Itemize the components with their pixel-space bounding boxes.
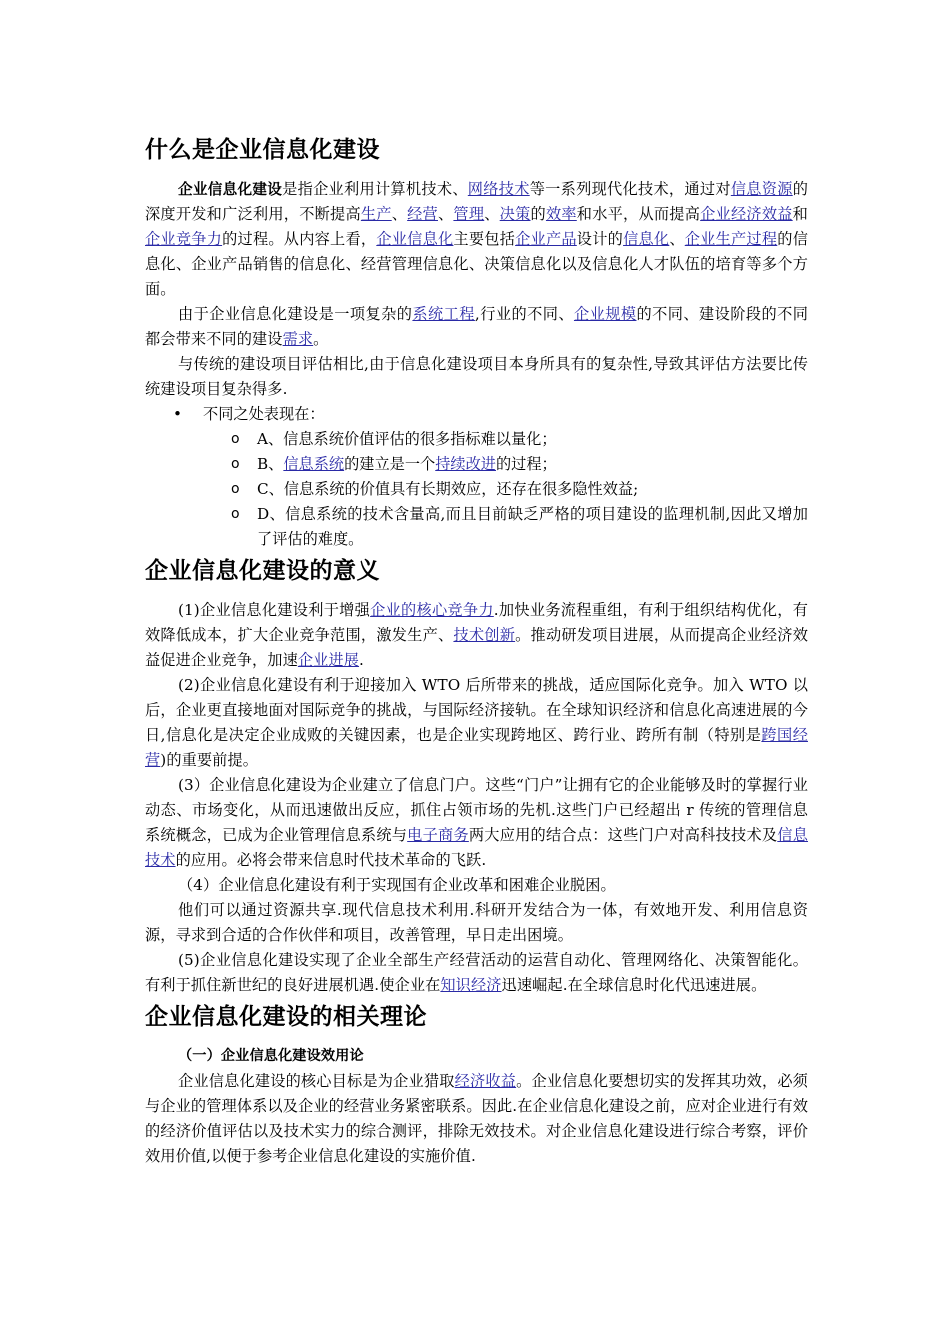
link[interactable]: 效率	[545, 205, 577, 223]
bullet-list	[145, 402, 808, 427]
list-item: o C、信息系统的价值具有长期效应，还存在很多隐性效益;	[145, 477, 808, 502]
link[interactable]: 管理	[453, 205, 485, 223]
paragraph: (3）企业信息化建设为企业建立了信息门户。这些“门户”让拥有它的企业能够及时的掌握行业动态、市场变化，从而迅速做出反应，抓住占领市场的先机.这些门户已经超出 r 传统的管理信息系统概念，已成为企业管理信息系统与电子商务两大应用的结合点：这些门户对高科技技术及信息技术的应用。必将会带来信息时代技术革命的飞跃.	[145, 776, 809, 869]
link[interactable]: 信息技术	[145, 826, 809, 869]
list-item: • 不同之处表现在：	[145, 402, 808, 427]
bold-term: 企业信息化建设	[178, 181, 283, 198]
link[interactable]: 信息系统	[283, 455, 345, 473]
link[interactable]: 企业产品	[515, 230, 577, 248]
paragraph: (2)企业信息化建设有利于迎接加入 WTO 后所带来的挑战，适应国际化竞争。加入 WTO 以后，企业更直接地面对国际竞争的挑战，与国际经济接轨。在全球知识经济和信息化高速进展的今日,信息化是决定企业成败的关键因素，也是企业实现跨地区、跨行业、跨所有制（特别是跨国经营)的重要前提。	[145, 676, 808, 769]
section-title: 企业信息化建设的相关理论	[145, 1004, 427, 1030]
link[interactable]: 经济收益	[454, 1072, 517, 1090]
link[interactable]: 企业的核心竞争力	[370, 601, 494, 619]
paragraph: 企业信息化建设的核心目标是为企业猎取经济收益。企业信息化要想切实的发挥其功效，必须与企业的管理体系以及企业的经营业务紧密联系。因此.在企业信息化建设之前，应对企业进行有效的经济价值评估以及技术实力的综合测评，排除无效技术。对企业信息化建设进行综合考察，评价效用价值,以便于参考企业信息化建设的实施价值.	[145, 1072, 808, 1165]
subsection-title: （一）企业信息化建设效用论	[178, 1048, 364, 1064]
circle-bullet-icon: o	[231, 456, 240, 472]
link[interactable]: 企业竞争力	[145, 230, 223, 248]
circle-bullet-icon: o	[231, 431, 240, 447]
paragraph: 他们可以通过资源共享.现代信息技术利用.科研开发结合为一体，有效地开发、利用信息资源，寻求到合适的合作伙伴和项目，改善管理，早日走出困境。	[145, 901, 808, 944]
bullet-icon: •	[173, 405, 182, 423]
link[interactable]: 系统工程	[412, 305, 475, 323]
paragraph: 与传统的建设项目评估相比,由于信息化建设项目本身所具有的复杂性,导致其评估方法要比传统建设项目复杂得多.	[145, 355, 808, 398]
section-title: 什么是企业信息化建设	[145, 137, 380, 163]
paragraph: （4）企业信息化建设有利于实现国有企业改革和困难企业脱困。	[178, 876, 616, 894]
section-title: 企业信息化建设的意义	[145, 558, 380, 584]
link[interactable]: 信息资源	[730, 180, 793, 198]
link[interactable]: 企业规模	[573, 305, 637, 323]
link[interactable]: 经营	[407, 205, 438, 223]
circle-bullet-icon: o	[231, 506, 240, 522]
link[interactable]: 企业进展	[297, 651, 360, 669]
link[interactable]: 决策	[499, 205, 531, 223]
paragraph: 由于企业信息化建设是一项复杂的系统工程,行业的不同、企业规模的不同、建设阶段的不同都会带来不同的建设需求。	[145, 305, 809, 348]
link[interactable]: 需求	[282, 330, 314, 348]
link[interactable]: 企业生产过程	[684, 230, 778, 248]
link[interactable]: 生产	[360, 205, 392, 223]
link[interactable]: 电子商务	[407, 826, 469, 844]
link[interactable]: 跨国经营	[145, 726, 808, 769]
link[interactable]: 技术创新	[453, 626, 516, 644]
link[interactable]: 网络技术	[467, 180, 530, 198]
list-item: o A、信息系统价值评估的很多指标难以量化；	[145, 427, 808, 452]
link[interactable]: 信息化	[623, 230, 670, 248]
list-item: o D、信息系统的技术含量高,而且目前缺乏严格的项目建设的监理机制,因此又增加了评估的难度。	[145, 502, 808, 552]
circle-bullet-icon: o	[231, 481, 240, 497]
document-page	[145, 135, 808, 1169]
paragraph: 企业信息化建设是指企业利用计算机技术、网络技术等一系列现代化技术，通过对信息资源的深度开发和广泛利用，不断提高生产、经营、管理、决策的效率和水平，从而提高企业经济效益和企业竞争力的过程。从内容上看，企业信息化主要包括企业产品设计的信息化、企业生产过程的信息化、企业产品销售的信息化、经营管理信息化、决策信息化以及信息化人才队伍的培育等多个方面。	[145, 180, 808, 298]
paragraph: (5)企业信息化建设实现了企业全部生产经营活动的运营自动化、管理网络化、决策智能化。有利于抓住新世纪的良好进展机遇.使企业在知识经济迅速崛起.在全球信息时化代迅速进展。	[145, 951, 808, 994]
link[interactable]: 企业信息化	[376, 230, 454, 248]
link[interactable]: 企业经济效益	[700, 205, 793, 223]
paragraph: (1)企业信息化建设利于增强企业的核心竞争力.加快业务流程重组，有利于组织结构优化，有效降低成本，扩大企业竞争范围，激发生产、技术创新。推动研发项目进展，从而提高企业经济效益促进企业竞争，加速企业进展.	[145, 601, 808, 669]
link[interactable]: 持续改进	[435, 455, 496, 473]
sub-list	[145, 427, 808, 552]
list-item: o B、信息系统的建立是一个持续改进的过程；	[145, 452, 808, 477]
link[interactable]: 知识经济	[440, 976, 502, 994]
